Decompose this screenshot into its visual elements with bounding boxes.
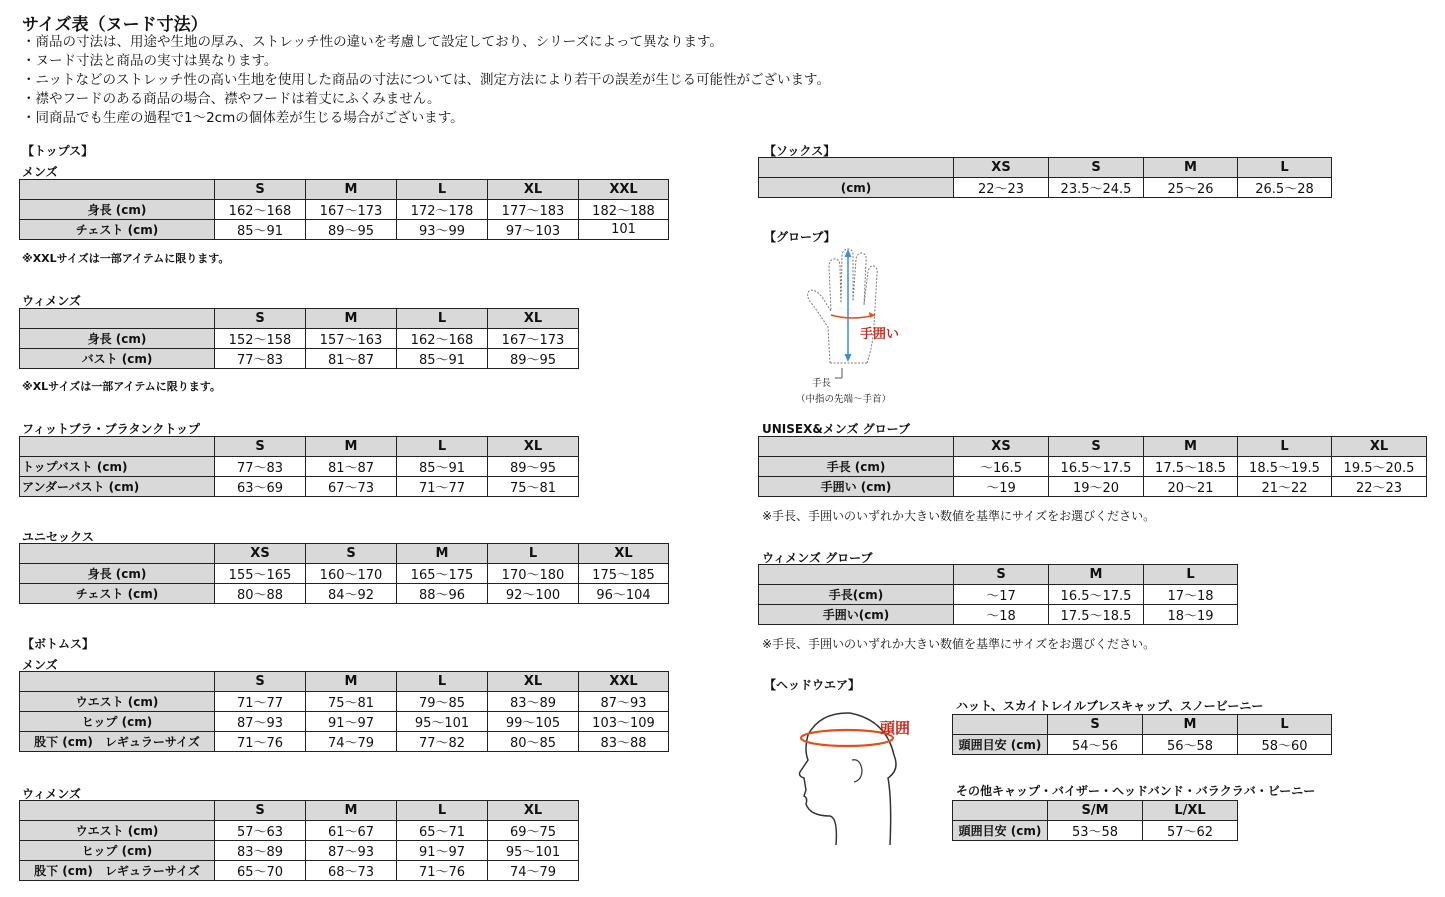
value-cell: 25〜26 — [1144, 178, 1238, 198]
hand-circumference-label: 手囲い — [860, 327, 900, 342]
table-row — [20, 200, 669, 220]
table-row — [759, 457, 1427, 477]
value-cell: 16.5〜17.5 — [1049, 457, 1144, 477]
value-cell: 165〜175 — [397, 564, 488, 584]
value-cell: 182〜188 — [579, 200, 669, 220]
size-header: M — [306, 309, 397, 329]
value-cell: 170〜180 — [488, 564, 579, 584]
size-header-row — [20, 801, 579, 821]
table-row — [20, 349, 579, 369]
size-header: L — [1238, 437, 1332, 457]
size-header-row — [759, 158, 1332, 178]
size-header: L — [1238, 715, 1332, 735]
size-header: S/M — [1048, 801, 1143, 821]
table-row — [20, 821, 579, 841]
size-header-row — [20, 544, 669, 564]
value-cell: 23.5〜24.5 — [1049, 178, 1144, 198]
value-cell: 152〜158 — [215, 329, 306, 349]
row-label: ウエスト (cm) — [20, 821, 215, 841]
table-row — [20, 564, 669, 584]
value-cell: 80〜88 — [215, 584, 306, 604]
size-header: S — [1049, 437, 1144, 457]
row-label: 身長 (cm) — [20, 329, 215, 349]
circumference-arc — [831, 315, 875, 318]
bottoms-section-heading: 【ボトムス】 — [22, 637, 95, 651]
table-row — [759, 178, 1332, 198]
bra-table — [19, 436, 579, 497]
note-item: ・同商品でも生産の過程で1〜2cmの個体差が生じる場合がございます。 — [22, 110, 464, 126]
value-cell: 18〜19 — [1144, 605, 1238, 625]
size-header: S — [1049, 158, 1144, 178]
size-header-row — [20, 437, 579, 457]
table-row — [20, 732, 669, 752]
size-header: L — [397, 672, 488, 692]
bottoms-womens-table — [19, 800, 579, 881]
size-header: XXL — [579, 672, 669, 692]
notes-list — [22, 33, 830, 128]
value-cell: 167〜173 — [488, 329, 579, 349]
row-label: アンダーバスト (cm) — [20, 477, 215, 497]
value-cell: 56〜58 — [1143, 735, 1238, 755]
corner-cell — [20, 180, 215, 200]
arrow-head-icon — [869, 312, 875, 318]
row-label: チェスト (cm) — [20, 584, 215, 604]
row-label: (cm) — [759, 178, 954, 198]
row-label: トップバスト (cm) — [20, 457, 215, 477]
size-header-row — [20, 309, 579, 329]
value-cell: 162〜168 — [397, 329, 488, 349]
table-row — [20, 692, 669, 712]
value-cell: 103〜109 — [579, 712, 669, 732]
value-cell: 84〜92 — [306, 584, 397, 604]
value-cell: 95〜101 — [397, 712, 488, 732]
corner-cell — [20, 309, 215, 329]
gloves-womens-note: ※手長、手囲いのいずれか大きい数値を基準にサイズをお選びください。 — [762, 637, 1156, 651]
value-cell: 74〜79 — [488, 861, 579, 881]
ear-outline — [852, 760, 862, 782]
value-cell: 93〜99 — [397, 220, 488, 240]
value-cell: 17〜18 — [1144, 585, 1238, 605]
other-headwear-label: その他キャップ・バイザー・ヘッドバンド・バラクラバ・ビーニー — [956, 784, 1316, 798]
size-header: XS — [954, 158, 1049, 178]
value-cell: 80〜85 — [488, 732, 579, 752]
value-cell: 〜18 — [954, 605, 1049, 625]
row-label: 身長 (cm) — [20, 200, 215, 220]
size-header: M — [306, 672, 397, 692]
value-cell: 101 — [579, 220, 669, 240]
corner-cell — [759, 158, 954, 178]
table-row — [759, 477, 1427, 497]
value-cell: 17.5〜18.5 — [1049, 605, 1144, 625]
tops-womens-table — [19, 308, 579, 369]
size-header: XXL — [579, 180, 669, 200]
size-header-row — [953, 715, 1332, 735]
value-cell: 85〜91 — [215, 220, 306, 240]
size-header: XL — [488, 180, 579, 200]
bottoms-womens-label: ウィメンズ — [22, 787, 81, 801]
headwear-section-heading: 【ヘッドウエア】 — [764, 678, 861, 692]
value-cell: 92〜100 — [488, 584, 579, 604]
value-cell: 61〜67 — [306, 821, 397, 841]
corner-cell — [20, 437, 215, 457]
row-label: ウエスト (cm) — [20, 692, 215, 712]
value-cell: 71〜77 — [215, 692, 306, 712]
size-header: S — [215, 437, 306, 457]
unisex-table — [19, 543, 669, 604]
value-cell: 177〜183 — [488, 200, 579, 220]
value-cell: 〜19 — [954, 477, 1049, 497]
value-cell: 81〜87 — [306, 457, 397, 477]
size-header: M — [1144, 437, 1238, 457]
value-cell: 65〜71 — [397, 821, 488, 841]
row-label: 手囲い(cm) — [759, 605, 954, 625]
corner-cell — [759, 437, 954, 457]
table-row — [953, 735, 1332, 755]
table-row — [20, 712, 669, 732]
bottoms-mens-table — [19, 671, 669, 752]
value-cell: 87〜93 — [306, 841, 397, 861]
row-label: 股下 (cm) レギュラーサイズ — [20, 861, 215, 881]
value-cell: 53〜58 — [1048, 821, 1143, 841]
row-label: 頭囲目安 (cm) — [953, 735, 1048, 755]
size-header: L — [1238, 158, 1332, 178]
corner-cell — [953, 801, 1048, 821]
value-cell: 69〜75 — [488, 821, 579, 841]
value-cell: 87〜93 — [215, 712, 306, 732]
value-cell: 89〜95 — [488, 457, 579, 477]
tops-mens-note: ※XXLサイズは一部アイテムに限ります。 — [22, 252, 230, 265]
hats-table — [952, 714, 1332, 755]
corner-cell — [953, 715, 1048, 735]
size-header: M — [1144, 158, 1238, 178]
size-header-row — [953, 801, 1238, 821]
head-measurement-figure — [790, 700, 940, 850]
size-header: XS — [215, 544, 306, 564]
size-header: S — [306, 544, 397, 564]
table-row — [20, 584, 669, 604]
value-cell: 〜16.5 — [954, 457, 1049, 477]
head-circumference-label: 頭囲 — [880, 719, 911, 737]
table-row — [20, 477, 579, 497]
value-cell: 89〜95 — [488, 349, 579, 369]
value-cell: 26.5〜28 — [1238, 178, 1332, 198]
hand-length-note: （中指の先端〜手首） — [796, 394, 892, 405]
gloves-section-heading: 【グローブ】 — [764, 230, 836, 244]
value-cell: 96〜104 — [579, 584, 669, 604]
size-header-row — [20, 672, 669, 692]
size-header: S — [215, 309, 306, 329]
unisex-label: ユニセックス — [22, 530, 94, 544]
value-cell: 91〜97 — [306, 712, 397, 732]
value-cell: 172〜178 — [397, 200, 488, 220]
value-cell: 89〜95 — [306, 220, 397, 240]
row-label: バスト (cm) — [20, 349, 215, 369]
table-row — [759, 605, 1238, 625]
size-header: XL — [488, 672, 579, 692]
hand-outline — [808, 249, 878, 363]
value-cell: 85〜91 — [397, 457, 488, 477]
arrow-head-icon — [845, 354, 852, 362]
value-cell: 18.5〜19.5 — [1238, 457, 1332, 477]
size-header: XS — [954, 437, 1049, 457]
value-cell: 97〜103 — [488, 220, 579, 240]
size-header-row — [759, 565, 1238, 585]
size-header: XL — [488, 309, 579, 329]
arrow-head-icon — [845, 249, 852, 257]
note-item: ・ヌード寸法と商品の実寸は異なります。 — [22, 53, 278, 69]
value-cell: 81〜87 — [306, 349, 397, 369]
size-header: L — [397, 309, 488, 329]
value-cell: 71〜77 — [397, 477, 488, 497]
hats-label: ハット、スカイトレイルブレスキャップ、スノービーニー — [956, 699, 1264, 713]
tops-mens-table — [19, 179, 669, 240]
corner-cell — [20, 672, 215, 692]
value-cell: 77〜83 — [215, 349, 306, 369]
size-header: M — [397, 544, 488, 564]
gloves-womens-table — [758, 564, 1238, 625]
size-header: L — [397, 801, 488, 821]
note-item: ・襟やフードのある商品の場合、襟やフードは着丈にふくみません。 — [22, 91, 441, 107]
row-label: 身長 (cm) — [20, 564, 215, 584]
row-label: ヒップ (cm) — [20, 841, 215, 861]
value-cell: 88〜96 — [397, 584, 488, 604]
size-header: L — [397, 180, 488, 200]
row-label: 頭囲目安 (cm) — [953, 821, 1048, 841]
value-cell: 19.5〜20.5 — [1332, 457, 1427, 477]
tops-womens-note: ※XLサイズは一部アイテムに限ります。 — [22, 380, 221, 393]
value-cell: 95〜101 — [488, 841, 579, 861]
value-cell: 162〜168 — [215, 200, 306, 220]
other-headwear-table — [952, 800, 1238, 841]
value-cell: 16.5〜17.5 — [1049, 585, 1144, 605]
value-cell: 77〜83 — [215, 457, 306, 477]
table-row — [20, 861, 579, 881]
size-header: M — [306, 437, 397, 457]
bra-label: フィットブラ・ブラタンクトップ — [22, 422, 200, 436]
value-cell: 65〜70 — [215, 861, 306, 881]
value-cell: 79〜85 — [397, 692, 488, 712]
value-cell: 21〜22 — [1238, 477, 1332, 497]
row-label: 手長 (cm) — [759, 457, 954, 477]
row-label: 股下 (cm) レギュラーサイズ — [20, 732, 215, 752]
table-row — [759, 585, 1238, 605]
value-cell: 75〜81 — [488, 477, 579, 497]
value-cell: 77〜82 — [397, 732, 488, 752]
bottoms-mens-label: メンズ — [22, 658, 58, 672]
table-row — [20, 841, 579, 861]
size-header: L — [1144, 565, 1238, 585]
corner-cell — [759, 565, 954, 585]
socks-table — [758, 157, 1332, 198]
value-cell: 85〜91 — [397, 349, 488, 369]
note-item: ・商品の寸法は、用途や生地の厚み、ストレッチ性の違いを考慮して設定しており、シリーズによって異なります。 — [22, 34, 723, 50]
value-cell: 20〜21 — [1144, 477, 1238, 497]
gloves-unisex-note: ※手長、手囲いのいずれか大きい数値を基準にサイズをお選びください。 — [762, 509, 1156, 523]
size-header: XL — [1332, 437, 1427, 457]
size-header: M — [306, 801, 397, 821]
corner-cell — [20, 801, 215, 821]
table-row — [20, 220, 669, 240]
size-header: XL — [488, 437, 579, 457]
size-header: M — [1143, 715, 1238, 735]
value-cell: 160〜170 — [306, 564, 397, 584]
gloves-womens-label: ウィメンズ グローブ — [762, 551, 873, 565]
size-header-row — [759, 437, 1427, 457]
size-header: S — [215, 672, 306, 692]
size-header: S — [215, 180, 306, 200]
row-label: ヒップ (cm) — [20, 712, 215, 732]
value-cell: 17.5〜18.5 — [1144, 457, 1238, 477]
value-cell: 58〜60 — [1238, 735, 1332, 755]
value-cell: 74〜79 — [306, 732, 397, 752]
size-header-row — [20, 180, 669, 200]
value-cell: 68〜73 — [306, 861, 397, 881]
size-header: S — [954, 565, 1049, 585]
value-cell: 83〜89 — [488, 692, 579, 712]
size-header: M — [1049, 565, 1144, 585]
value-cell: 71〜76 — [215, 732, 306, 752]
value-cell: 19〜20 — [1049, 477, 1144, 497]
value-cell: 22〜23 — [1332, 477, 1427, 497]
note-item: ・ニットなどのストレッチ性の高い生地を使用した商品の寸法については、測定方法により若干の誤差が生じる可能性がございます。 — [22, 72, 830, 88]
value-cell: 155〜165 — [215, 564, 306, 584]
table-row — [20, 457, 579, 477]
value-cell: 57〜62 — [1143, 821, 1238, 841]
value-cell: 91〜97 — [397, 841, 488, 861]
value-cell: 57〜63 — [215, 821, 306, 841]
tops-womens-label: ウィメンズ — [22, 294, 81, 308]
row-label: 手囲い (cm) — [759, 477, 954, 497]
size-header: L/XL — [1143, 801, 1238, 821]
size-header: S — [215, 801, 306, 821]
corner-cell — [20, 544, 215, 564]
value-cell: 75〜81 — [306, 692, 397, 712]
hand-length-label: 手長 — [812, 378, 832, 389]
socks-section-heading: 【ソックス】 — [764, 144, 836, 158]
row-label: チェスト (cm) — [20, 220, 215, 240]
gloves-unisex-label: UNISEX&メンズ グローブ — [762, 422, 911, 436]
table-row — [953, 821, 1238, 841]
row-label: 手長(cm) — [759, 585, 954, 605]
value-cell: 83〜89 — [215, 841, 306, 861]
size-header: L — [488, 544, 579, 564]
value-cell: 67〜73 — [306, 477, 397, 497]
value-cell: 157〜163 — [306, 329, 397, 349]
value-cell: 83〜88 — [579, 732, 669, 752]
page-title: サイズ表（ヌード寸法） — [22, 15, 208, 35]
tops-section-heading: 【トップス】 — [22, 144, 94, 158]
size-header: XL — [579, 544, 669, 564]
value-cell: 175〜185 — [579, 564, 669, 584]
value-cell: 87〜93 — [579, 692, 669, 712]
size-header: M — [306, 180, 397, 200]
value-cell: 22〜23 — [954, 178, 1049, 198]
size-header: S — [1048, 715, 1143, 735]
tops-mens-label: メンズ — [22, 165, 58, 179]
value-cell: 54〜56 — [1048, 735, 1143, 755]
value-cell: 167〜173 — [306, 200, 397, 220]
table-row — [20, 329, 579, 349]
value-cell: 71〜76 — [397, 861, 488, 881]
value-cell: 63〜69 — [215, 477, 306, 497]
value-cell: 〜17 — [954, 585, 1049, 605]
gloves-unisex-table — [758, 436, 1427, 497]
size-header: L — [397, 437, 488, 457]
size-header: XL — [488, 801, 579, 821]
value-cell: 99〜105 — [488, 712, 579, 732]
